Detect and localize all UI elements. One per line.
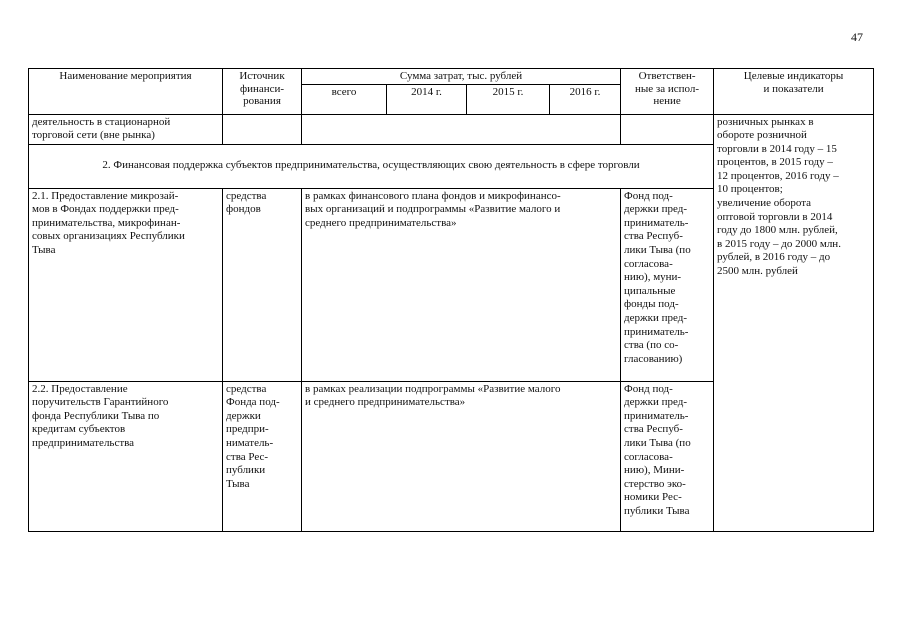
row-2-2-costs: в рамках реализации подпрограммы «Развитие малого и среднего предпринимательства»: [302, 381, 621, 531]
row-2-1-source: средства фондов: [223, 188, 302, 381]
header-2016: 2016 г.: [550, 84, 621, 114]
header-costs-group: Сумма затрат, тыс. рублей: [302, 69, 621, 85]
continuation-name: деятельность в стационарной торговой сети (вне рынка): [29, 114, 223, 144]
header-2015: 2015 г.: [467, 84, 550, 114]
header-2014: 2014 г.: [387, 84, 467, 114]
row-2-2-source: средства Фонда под- держки предпри- ниматель- ства Рес- публики Тыва: [223, 381, 302, 531]
page-number: 47: [851, 30, 863, 44]
row-2-1-responsible: Фонд под- держки пред- приниматель- ства Респуб- лики Тыва (по согласова- нию), муни- ципальные фонды под- держки пред- приниматель- ства (по со- гласованию): [621, 188, 714, 381]
indicators-cell: розничных рынках в обороте розничной торговли в 2014 году – 15 процентов, в 2015 году – 12 процентов, 2016 году – 10 процентов; увеличение оборота оптовой торговли в 2014 году до 1800 млн. рублей, в 2015 году – до 2000 млн. рублей, в 2016 году – до 2500 млн. рублей: [714, 114, 874, 531]
continuation-responsible: [621, 114, 714, 144]
continuation-costs: [302, 114, 621, 144]
continuation-source: [223, 114, 302, 144]
table-header-row: [29, 69, 874, 85]
header-name: Наименование мероприятия: [29, 69, 223, 115]
program-measures-table: [28, 68, 874, 532]
row-2-2-name: 2.2. Предоставление поручительств Гарантийного фонда Республики Тыва по кредитам субъектов предпринимательства: [29, 381, 223, 531]
header-total: всего: [302, 84, 387, 114]
section-title: 2. Финансовая поддержка субъектов предпринимательства, осуществляющих свою деятельность в сфере торговли: [29, 144, 714, 188]
row-2-1-costs: в рамках финансового плана фондов и микрофинансо- вых организаций и подпрограммы «Развитие малого и среднего предпринимательства»: [302, 188, 621, 381]
header-indicators: Целевые индикаторы и показатели: [714, 69, 874, 115]
continuation-row: [29, 114, 874, 144]
header-responsible: Ответствен- ные за испол- нение: [621, 69, 714, 115]
row-2-1-name: 2.1. Предоставление микрозай- мов в Фондах поддержки пред- принимательства, микрофинан- совых организациях Республики Тыва: [29, 188, 223, 381]
header-source: Источник финанси- рования: [223, 69, 302, 115]
row-2-2-responsible: Фонд под- держки пред- приниматель- ства Респуб- лики Тыва (по согласова- нию), Мини- стерство эко- номики Рес- публики Тыва: [621, 381, 714, 531]
